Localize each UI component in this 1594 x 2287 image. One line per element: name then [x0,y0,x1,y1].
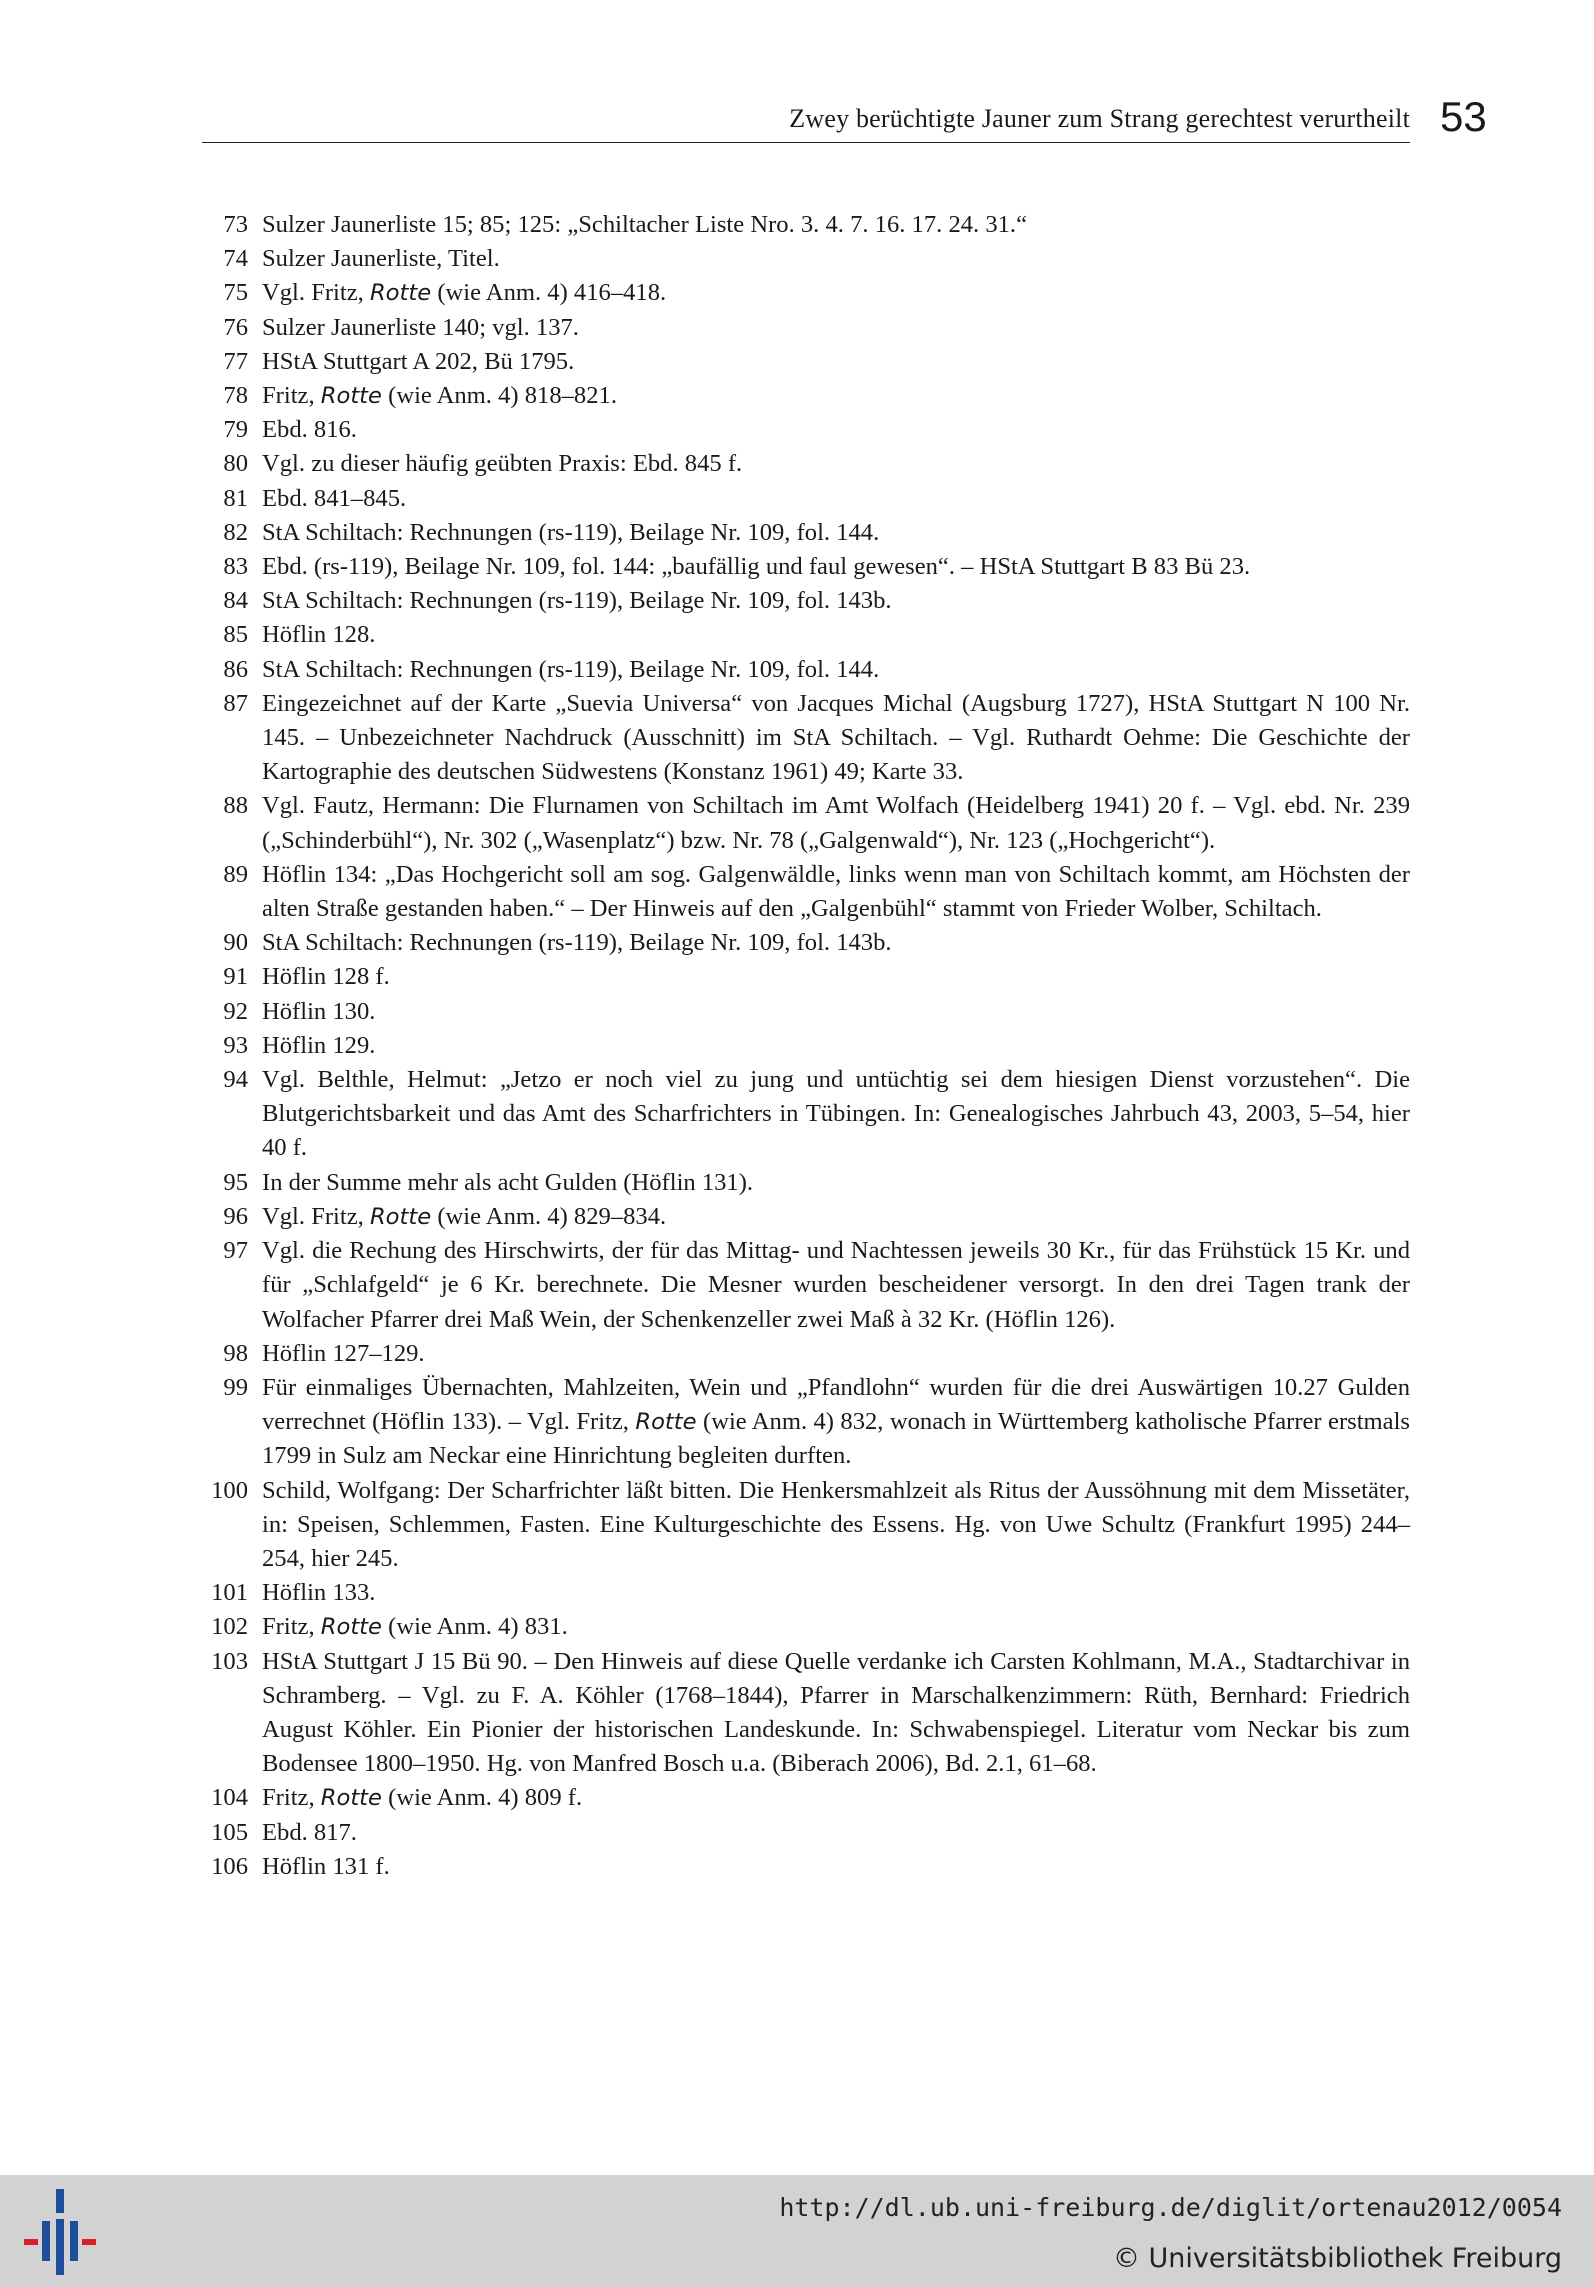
footnote [202,1234,1410,1337]
footnote-text-segment: Vgl. die Rechung des Hirschwirts, der für das Mittag- und Nachtessen jeweils 30 Kr., für das Frühstück 15 Kr. und für „Schlafgeld“ je 6 Kr. berechnete. Die Mesner wurden bescheidener versorgt. In den drei Tagen trank der Wolfacher Pfarrer drei Maß Wein, der Schenkenzeller zwei Maß à 32 Kr. (Höflin 126). [262,1237,1410,1333]
footnote-list [202,208,1410,1884]
footnote-number: 93 [223,1031,248,1059]
footnote-text-segment: Vgl. Fritz, [262,279,370,307]
footnote-text-segment: Schild, Wolfgang: Der Scharfrichter läßt bitten. Die Henkersmahlzeit als Ritus der Aussöhnung mit dem Missetäter, in: Speisen, Schlemmen, Fasten. Eine Kulturgeschichte des Essens. Hg. von Uwe Schultz (Frankfurt 1995) 244–254, hier 245. [262,1476,1410,1572]
footnote-text-segment: Höflin 134: „Das Hochgericht soll am sog. Galgenwäldle, links wenn man von Schiltach kommt, am Höchsten der alten Straße gestanden haben.“ – Der Hinweis auf den „Galgenbühl“ stammt von Frieder Wolber, Schiltach. [262,860,1410,923]
footnote-text [262,1850,1410,1884]
footnote-number: 84 [223,587,248,615]
footnote-text-segment: Höflin 128 f. [262,963,390,991]
footnote-number: 96 [223,1202,248,1230]
footnote-text [262,1234,1410,1337]
footnote [202,276,1410,310]
footnote [202,1474,1410,1577]
running-head [202,92,1410,143]
footnote-text [262,1474,1410,1577]
footnote-number: 74 [223,245,248,273]
footnote-number: 76 [223,313,248,341]
footnote-text-segment: In der Summe mehr als acht Gulden (Höflin 131). [262,1168,754,1196]
footnote-text-segment: Fritz, [262,1613,321,1641]
footnote-text [262,1200,1410,1234]
footnote-text [262,653,1410,687]
footnote-text [262,1063,1410,1166]
footnote-number: 77 [223,347,248,375]
footnote-text-segment: StA Schiltach: Rechnungen (rs-119), Beilage Nr. 109, fol. 144. [262,518,880,546]
footnote-number: 87 [223,689,248,717]
footnote [202,1850,1410,1884]
page-number: 53 [1440,93,1487,140]
footnote [202,618,1410,652]
footnote [202,1645,1410,1782]
footnote-text [262,413,1410,447]
footnote-text [262,618,1410,652]
footnote-number: 106 [211,1852,248,1880]
footnote-text [262,345,1410,379]
footnote [202,379,1410,413]
footnote-number: 75 [223,279,248,307]
library-logo-icon [20,2189,100,2275]
footnote-number: 92 [223,997,248,1025]
footnote-text [262,1337,1410,1371]
footnote-text-segment: Sulzer Jaunerliste 140; vgl. 137. [262,313,579,341]
footnote [202,550,1410,584]
footnote-text [262,482,1410,516]
footnote [202,1166,1410,1200]
footnote-text-segment: HStA Stuttgart A 202, Bü 1795. [262,347,575,375]
footnote-number: 95 [223,1168,248,1196]
footnote [202,1063,1410,1166]
footnote [202,1371,1410,1474]
footnote-text [262,276,1410,310]
footnote-text-segment: Höflin 133. [262,1579,376,1607]
footnote [202,584,1410,618]
footnote-text-segment: Vgl. Belthle, Helmut: „Jetzo er noch viel zu jung und untüchtig sei dem hiesigen Dienst vorzustehen“. Die Blutgerichtsbarkeit und das Amt des Scharfrichters in Tübingen. In: Genealogisches Jahrbuch 43, 2003, 5–54, hier 40 f. [262,1066,1410,1162]
footnote-number: 79 [223,416,248,444]
footnote-text-segment: Fritz, [262,382,321,410]
footnote-text-segment: Für einmaliges Übernachten, Mahlzeiten, Wein und „Pfandlohn“ wurden für die drei Auswärtigen 10.27 Gulden verrechnet (Höflin 133). – Vgl. Fritz, [262,1373,1410,1436]
footnote [202,926,1410,960]
footnote [202,858,1410,926]
footnote-text-segment: Sulzer Jaunerliste 15; 85; 125: „Schiltacher Liste Nro. 3. 4. 7. 16. 17. 24. 31.“ [262,211,1027,238]
footnote-text-segment: (wie Anm. 4) 831. [381,1613,568,1641]
footnote-number: 101 [211,1579,248,1607]
footnote-text [262,960,1410,994]
footnote-text [262,242,1410,276]
footnote [202,1200,1410,1234]
footnote-number: 103 [211,1647,248,1675]
footnote-text-segment: StA Schiltach: Rechnungen (rs-119), Beilage Nr. 109, fol. 144. [262,655,880,683]
footnote-number: 86 [223,655,248,683]
footnote-text [262,687,1410,790]
footnote [202,1576,1410,1610]
footnote-text-segment: Vgl. zu dieser häufig geübten Praxis: Ebd. 845 f. [262,450,743,478]
footnote-text-segment: Höflin 131 f. [262,1852,390,1880]
footnote-number: 78 [223,382,248,410]
footnote-text [262,311,1410,345]
footnote-text [262,995,1410,1029]
footnote-number: 98 [223,1339,248,1367]
footnote [202,413,1410,447]
footnote-text-segment: Höflin 129. [262,1031,376,1059]
footnote [202,687,1410,790]
footnote [202,208,1410,242]
footnote-text-segment: Höflin 130. [262,997,376,1025]
footnote [202,960,1410,994]
viewer-footer [0,2175,1594,2287]
footnote [202,995,1410,1029]
footnote [202,653,1410,687]
footnote-number: 99 [223,1373,248,1401]
footnote-number: 80 [223,450,248,478]
footnote-text-segment: Fritz, [262,1784,321,1812]
italic-title: Rotte [369,280,432,307]
footnote-text-segment: Ebd. 816. [262,416,357,444]
copyright-notice: © Universitätsbibliothek Freiburg [1112,2243,1562,2274]
italic-title: Rotte [320,383,382,410]
footnote-number: 82 [223,518,248,546]
footnote-number: 81 [223,484,248,512]
italic-title: Rotte [320,1614,382,1641]
footnote-text-segment: StA Schiltach: Rechnungen (rs-119), Beilage Nr. 109, fol. 143b. [262,929,892,957]
footnote-text [262,584,1410,618]
footnote-number: 97 [223,1237,248,1265]
footnote [202,311,1410,345]
footnote-text-segment: HStA Stuttgart J 15 Bü 90. – Den Hinweis auf diese Quelle verdanke ich Carsten Kohlmann, M.A., Stadtarchivar in Schramberg. – Vgl. zu F. A. Köhler (1768–1844), Pfarrer in Marschalkenzimmern: Rüth, Bernhard: Friedrich August Köhler. Ein Pionier der historischen Landeskunde. In: Schwabenspiegel. Literatur vom Neckar bis zum Bodensee 1800–1950. Hg. von Manfred Bosch u.a. (Biberach 2006), Bd. 2.1, 61–68. [262,1647,1410,1778]
italic-title: Rotte [635,1409,697,1436]
footnote-number: 83 [223,553,248,581]
footnote-text-segment: (wie Anm. 4) 832, wonach in Württemberg katholische Pfarrer erstmals 1799 in Sulz am Neckar eine Hinrichtung begleiten durften. [262,1408,1410,1470]
footnote-text [262,1576,1410,1610]
footnote-number: 73 [223,211,248,238]
italic-title: Rotte [320,1785,382,1812]
italic-title: Rotte [369,1203,432,1230]
footnote-text-segment: Vgl. Fautz, Hermann: Die Flurnamen von Schiltach im Amt Wolfach (Heidelberg 1941) 20 f. – Vgl. ebd. Nr. 239 („Schinderbühl“), Nr. 302 („Wasenplatz“) bzw. Nr. 78 („Galgenwald“), Nr. 123 („Hochgericht“). [262,792,1410,854]
footnote-text [262,379,1410,413]
footnote-number: 94 [223,1066,248,1094]
footnote [202,242,1410,276]
footnote [202,1610,1410,1644]
footnote-text-segment: Ebd. (rs-119), Beilage Nr. 109, fol. 144: „baufällig und faul gewesen“. – HStA Stuttgart B 83 Bü 23. [262,553,1251,581]
footnote [202,482,1410,516]
footnote-text-segment: (wie Anm. 4) 416–418. [431,279,667,307]
footnote-number: 90 [223,929,248,957]
footnote-text-segment: (wie Anm. 4) 829–834. [431,1202,667,1230]
footnote [202,447,1410,481]
footnote-number: 88 [223,792,248,820]
footnote-text [262,1166,1410,1200]
footnote-number: 102 [211,1613,248,1641]
footnote-number: 89 [223,860,248,888]
footnote-number: 100 [211,1476,248,1504]
footnote-number: 104 [211,1784,248,1812]
footnote [202,345,1410,379]
footnote [202,1337,1410,1371]
footnote [202,1816,1410,1850]
footnote-text [262,858,1410,926]
footnote-text [262,208,1410,242]
footnote-text [262,926,1410,960]
footnote-text-segment: Ebd. 817. [262,1818,357,1846]
footnote-text [262,1781,1410,1815]
footnote-number: 105 [211,1818,248,1846]
footnote-text-segment: Sulzer Jaunerliste, Titel. [262,245,500,273]
footnote-text-segment: (wie Anm. 4) 809 f. [381,1784,583,1812]
footnote-text [262,1645,1410,1782]
footnote-text-segment: Vgl. Fritz, [262,1202,370,1230]
footnote-text [262,1610,1410,1644]
footnote-text [262,447,1410,481]
footnote-number: 85 [223,621,248,649]
footnote-text [262,1816,1410,1850]
footnote-text-segment: Eingezeichnet auf der Karte „Suevia Universa“ von Jacques Michal (Augsburg 1727), HStA Stuttgart N 100 Nr. 145. – Unbezeichneter Nachdruck (Ausschnitt) im StA Schiltach. – Vgl. Ruthardt Oehme: Die Geschichte der Kartographie des deutschen Südwestens (Konstanz 1961) 49; Karte 33. [262,689,1410,786]
running-title: Zwey berüchtigte Jauner zum Strang gerechtest verurtheilt [789,104,1410,133]
footnote-text-segment: StA Schiltach: Rechnungen (rs-119), Beilage Nr. 109, fol. 143b. [262,587,892,615]
footnote [202,1781,1410,1815]
footnote-text [262,550,1410,584]
document-url-link[interactable]: http://dl.ub.uni-freiburg.de/diglit/ortenau2012/0054 [779,2193,1562,2222]
footnote-text [262,516,1410,550]
footnote [202,1029,1410,1063]
footnote [202,516,1410,550]
footnote-text [262,789,1410,857]
footnote-text-segment: Höflin 128. [262,621,376,649]
footnote-number: 91 [223,963,248,991]
footnote-text-segment: Höflin 127–129. [262,1339,425,1367]
footnote [202,789,1410,857]
footnote-text [262,1029,1410,1063]
footnote-text-segment: Ebd. 841–845. [262,484,407,512]
footnote-text [262,1371,1410,1474]
footnote-text-segment: (wie Anm. 4) 818–821. [381,382,617,410]
